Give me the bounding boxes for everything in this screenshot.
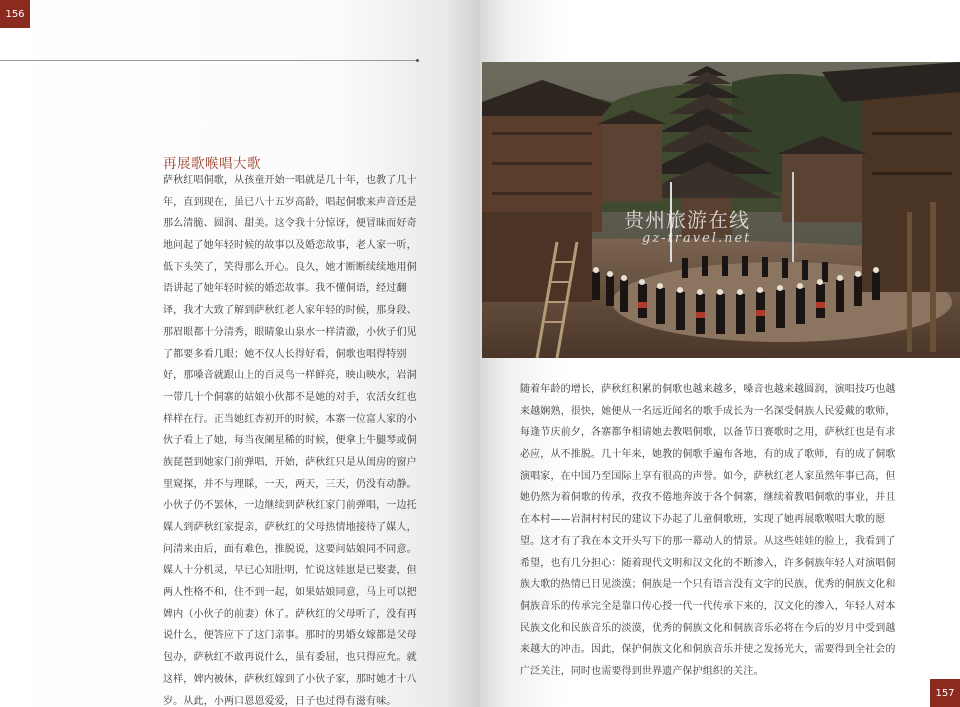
page-number-left: 156 (0, 0, 30, 28)
text-line: 岁。从此，小两口恩恩爱爱，日子也过得有滋有味。 (163, 695, 397, 707)
text-line: 语讲起了她年轻时候的婚恋故事。我不懂侗语，经过翻 (163, 283, 407, 295)
text-line: 演唱家，在中国乃至国际上享有很高的声誉。如今，萨秋红老人家虽然年事已高，但 (520, 470, 896, 482)
text-line: 在本村——岩洞村村民的建议下办起了儿童侗歌班，实现了她再展歌喉唱大歌的愿 (520, 514, 886, 526)
text-line: 样样在行。正当她红杏初开的时候，本寨一位富人家的小 (163, 413, 417, 425)
left-body-text (163, 170, 433, 707)
text-line: 族琵琶到她家门前弹唱，开始，萨秋红只是从闺房的窗户 (163, 456, 417, 468)
text-line: 低下头笑了，笑得那么开心。良久，她才断断续续地用侗 (163, 261, 417, 273)
text-line: 来越娴熟，很快，她便从一名远近闻名的歌手成长为一名深受侗族人民爱戴的歌师， (520, 405, 896, 417)
section-title: 再展歌喉唱大歌 (163, 156, 261, 172)
text-line: 那眉眼都十分清秀，眼睛象山泉水一样清澈，小伙子们见 (163, 326, 417, 338)
right-body-text (520, 379, 915, 683)
text-line: 广泛关注，同时也需要得到世界遗产保护组织的关注。 (520, 665, 764, 677)
text-line: 小伙子仍不罢休，一边继续到萨秋红家门前弹唱，一边托 (163, 500, 417, 512)
text-line: 那么清脆、圆润、甜美。这令我十分惊讶，便冒昧而好奇 (163, 218, 417, 230)
text-line: 两人性格不和，住不到一起，如果姑娘同意，马上可以把 (163, 587, 417, 599)
text-line: 问清来由后，面有难色，推脱说，这要问姑娘同不同意。 (163, 543, 417, 555)
text-line: 萨秋红唱侗歌，从孩童开始一唱就是几十年，也教了几十 (163, 175, 417, 186)
text-line: 这样，婢内被休，萨秋红嫁到了小伙子家，那时她才十八 (163, 673, 417, 685)
photo-watermark (624, 204, 751, 246)
text-line: 媒人到萨秋红家提亲，萨秋红的父母热情地接待了媒人， (163, 522, 417, 533)
watermark-url: gz-travel.net (642, 231, 752, 246)
text-line: 随着年龄的增长，萨秋红积累的侗歌也越来越多，嗓音也越来越圆润，演唱技巧也越 (520, 384, 896, 395)
text-line: 来越大的冲击。因此，保护侗族文化和侗族音乐并使之发扬光大，需要得到全社会的 (520, 644, 896, 656)
text-line: 每逢节庆前夕，各寨都争相请她去教唱侗歌，以备节日赛歌时之用，萨秋红也是有求 (520, 427, 896, 439)
text-line: 说什么，便答应下了这门亲事。那时的男婚女嫁都是父母 (163, 630, 417, 642)
village-photo (482, 62, 960, 358)
watermark-title: 贵州旅游在线 (624, 208, 750, 232)
text-line: 好，那嗓音就跟山上的百灵鸟一样鲜亮，映山映水，岩洞 (163, 370, 417, 382)
text-line: 族大歌的热情已日见淡漠；侗族是一个只有语言没有文字的民族，优秀的侗族文化和 (520, 579, 896, 591)
text-line: 年，直到现在，虽已八十五岁高龄，唱起侗歌来声音还是 (163, 196, 417, 208)
text-line: 她仍然为着侗歌的传承，孜孜不倦地奔波于各个侗寨，继续着教唱侗歌的事业，并且 (520, 492, 896, 504)
text-line: 伙子看上了她，每当夜阑星稀的时候，便拿上牛腿琴或侗 (163, 435, 417, 447)
header-rule-dot (416, 59, 419, 62)
text-line: 必应，从不推脱。几十年来，她教的侗歌手遍布各地，有的成了歌师，有的成了侗歌 (520, 449, 896, 461)
header-rule (0, 60, 418, 61)
text-line: 包办，萨秋红不敢再说什么，虽有委屈，也只得应允。就 (163, 652, 417, 664)
text-line: 里窥探，并不与理睬，一天，两天，三天，仍没有动静。 (163, 478, 417, 490)
text-line: 了都要多看几眼；她不仅人长得好看，侗歌也唱得特别 (163, 348, 407, 360)
text-line: 地问起了她年轻时候的故事以及婚恋故事，老人家一听， (163, 240, 417, 252)
text-line: 媒人十分机灵，早已心知肚明，忙说这娃崽是已娶妻，但 (163, 565, 417, 577)
text-line: 婢内（小伙子的前妻）休了。萨秋红的父母听了，没有再 (163, 608, 417, 620)
text-line: 侗族音乐的传承完全是靠口传心授一代一代传承下来的，汉文化的渗入，年轻人对本 (520, 600, 896, 612)
page-number-right: 157 (930, 679, 960, 707)
text-line: 译，我才大致了解到萨秋红老人家年轻的时候，那身段、 (163, 305, 417, 317)
text-line: 民族文化和民族音乐的淡漠，优秀的侗族文化和侗族音乐必将在今后的岁月中受到越 (520, 622, 896, 634)
text-line: 希望，也有几分担心：随着现代文明和汉文化的不断渗入，许多侗族年轻人对演唱侗 (520, 557, 896, 569)
text-line: 望。这才有了我在本文开头写下的那一幕动人的情景。从这些娃娃的脸上，我看到了 (520, 535, 896, 547)
text-line: 一带几十个侗寨的姑娘小伙都不是她的对手，农活女红也 (163, 391, 417, 403)
